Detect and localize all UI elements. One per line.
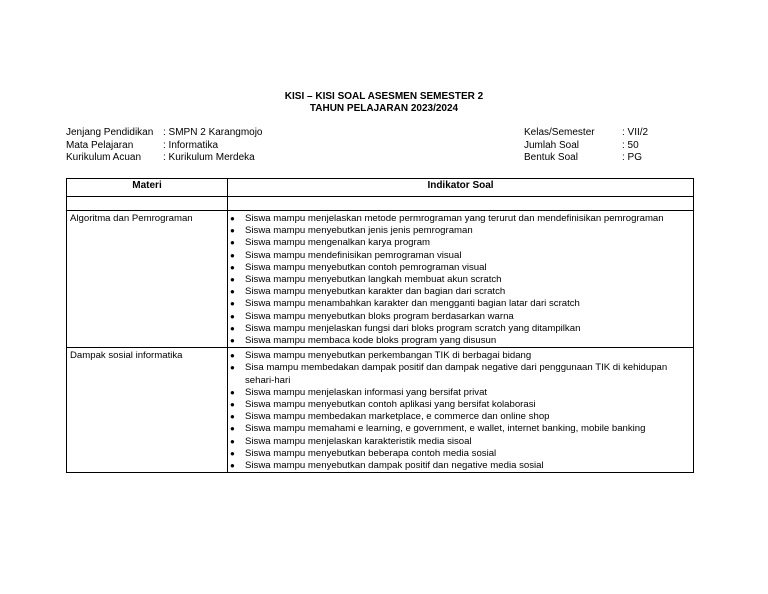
info-row-jenjang xyxy=(66,127,263,140)
info-label: Kelas/Semester xyxy=(524,127,595,138)
info-value: : Informatika xyxy=(163,139,219,151)
spacer-cell xyxy=(67,197,228,211)
indikator-item xyxy=(228,298,693,310)
bullet-icon: ● xyxy=(230,275,235,285)
indikator-text: Siswa mampu menyebutkan jenis jenis pemrograman xyxy=(245,225,473,237)
indikator-text: Siswa mampu menyebutkan perkembangan TIK di berbagai bidang xyxy=(245,350,532,362)
indikator-text: Siswa mampu menjelaskan metode permrograman yang terurut dan mendefinisikan pemrograman xyxy=(245,213,664,224)
indikator-text: Siswa mampu menjelaskan fungsi dari bloks program scratch yang ditampilkan xyxy=(245,322,581,334)
indikator-item xyxy=(228,436,693,448)
indikator-list xyxy=(228,350,693,472)
indikator-item xyxy=(228,362,693,386)
indikator-text: Siswa mampu memahami e learning, e government, e wallet, internet banking, mobile banking xyxy=(245,423,646,435)
info-label: Kurikulum Acuan xyxy=(66,152,142,163)
kisi-kisi-table xyxy=(66,178,694,473)
bullet-icon: ● xyxy=(230,287,235,297)
indikator-item xyxy=(228,411,693,423)
table-row xyxy=(67,348,694,473)
info-row-kurikulum xyxy=(66,152,263,165)
info-value: : VII/2 xyxy=(622,127,649,138)
info-label: Mata Pelajaran xyxy=(66,139,134,151)
spacer-cell xyxy=(228,197,694,211)
indikator-item xyxy=(228,213,693,225)
info-value: : 50 xyxy=(622,139,639,151)
indikator-list xyxy=(228,213,693,347)
bullet-icon: ● xyxy=(230,323,235,333)
indikator-item xyxy=(228,350,693,362)
table-spacer-row xyxy=(67,197,694,211)
bullet-icon: ● xyxy=(230,424,235,434)
indikator-text: Siswa mampu menyebutkan dampak positif dan negative media sosial xyxy=(245,460,544,472)
bullet-icon: ● xyxy=(230,238,235,248)
indikator-text: Siswa mampu mengenalkan karya program xyxy=(245,237,431,249)
bullet-icon: ● xyxy=(230,363,235,373)
bullet-icon: ● xyxy=(230,436,235,446)
info-label: Jumlah Soal xyxy=(524,139,580,151)
indikator-text: Siswa mampu menjelaskan karakteristik media sisoal xyxy=(245,435,472,447)
bullet-icon: ● xyxy=(230,351,235,361)
info-row-bentuk xyxy=(524,152,648,165)
indikator-item xyxy=(228,311,693,323)
materi-cell: Dampak sosial informatika xyxy=(67,348,228,473)
bullet-icon: ● xyxy=(230,448,235,458)
indikator-text: Siswa mampu menyebutkan contoh aplikasi yang bersifat kolaborasi xyxy=(245,399,536,411)
bullet-icon: ● xyxy=(230,262,235,272)
bullet-icon: ● xyxy=(230,336,235,346)
indikator-item xyxy=(228,423,693,435)
indikator-item xyxy=(228,448,693,460)
info-label: Bentuk Soal xyxy=(524,152,578,163)
indikator-text: Siswa mampu menyebutkan contoh pemrograman visual xyxy=(245,261,487,273)
indikator-text: Siswa mampu membedakan marketplace, e commerce dan online shop xyxy=(245,411,550,423)
materi-cell: Algoritma dan Pemrograman xyxy=(67,211,228,348)
table-header-row xyxy=(67,179,694,197)
indikator-text: Siswa mampu menambahkan karakter dan mengganti bagian latar dari scratch xyxy=(245,298,580,310)
indikator-item xyxy=(228,323,693,335)
bullet-icon: ● xyxy=(230,387,235,397)
indikator-text: Siswa mampu mendefinisikan pemrograman visual xyxy=(245,249,462,261)
info-label: Jenjang Pendidikan xyxy=(66,127,154,138)
info-row-jumlah xyxy=(524,140,648,153)
indikator-item xyxy=(228,262,693,274)
document-title-line1: KISI – KISI SOAL ASESMEN SEMESTER 2 xyxy=(284,91,484,102)
info-right xyxy=(524,127,648,165)
info-value: : PG xyxy=(622,152,643,163)
indikator-text: Siswa mampu menjelaskan informasi yang bersifat privat xyxy=(245,386,488,398)
indikator-text: Siswa mampu menyebutkan bloks program berdasarkan warna xyxy=(245,310,514,322)
indikator-item xyxy=(228,225,693,237)
bullet-icon: ● xyxy=(230,412,235,422)
indikator-item xyxy=(228,460,693,472)
bullet-icon: ● xyxy=(230,214,235,223)
indikator-cell xyxy=(228,348,694,473)
indikator-item xyxy=(228,399,693,411)
table-row xyxy=(67,211,694,348)
indikator-text: Sisa mampu membedakan dampak positif dan dampak negative dari penggunaan TIK di kehidupan sehari-hari xyxy=(245,362,668,386)
bullet-icon: ● xyxy=(230,226,235,236)
header-materi: Materi xyxy=(67,179,228,197)
indikator-text: Siswa mampu membaca kode bloks program yang disusun xyxy=(245,335,497,347)
info-row-kelas xyxy=(524,127,648,140)
indikator-text: Siswa mampu menyebutkan langkah membuat akun scratch xyxy=(245,274,502,286)
indikator-text: Siswa mampu menyebutkan karakter dan bagian dari scratch xyxy=(245,286,506,298)
header-indikator: Indikator Soal xyxy=(228,179,694,197)
indikator-item xyxy=(228,286,693,298)
info-value: : SMPN 2 Karangmojo xyxy=(163,127,263,138)
bullet-icon: ● xyxy=(230,311,235,321)
bullet-icon: ● xyxy=(230,400,235,410)
info-row-mapel xyxy=(66,140,263,153)
indikator-item xyxy=(228,387,693,399)
indikator-item xyxy=(228,250,693,262)
indikator-text: Siswa mampu menyebutkan beberapa contoh media sosial xyxy=(245,447,497,459)
info-value: : Kurikulum Merdeka xyxy=(163,152,255,163)
indikator-cell xyxy=(228,211,694,348)
indikator-item xyxy=(228,237,693,249)
indikator-item xyxy=(228,274,693,286)
bullet-icon: ● xyxy=(230,250,235,260)
bullet-icon: ● xyxy=(230,299,235,309)
info-left xyxy=(66,127,263,165)
bullet-icon: ● xyxy=(230,461,235,471)
indikator-item xyxy=(228,335,693,347)
document-title-line2: TAHUN PELAJARAN 2023/2024 xyxy=(309,103,459,114)
